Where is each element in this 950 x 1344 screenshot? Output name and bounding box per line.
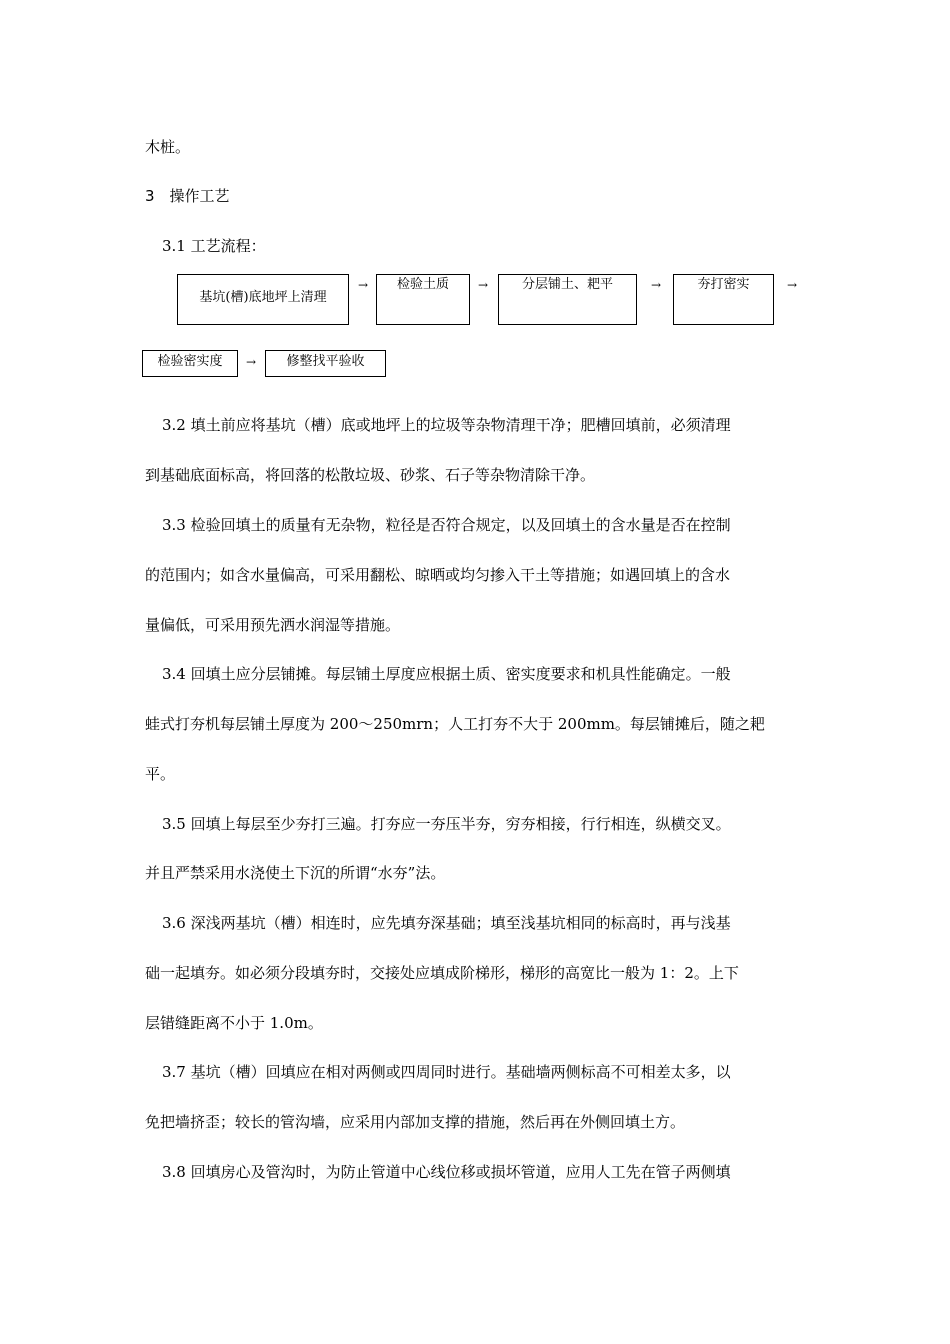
paragraph-3-5-line-2: 并且严禁采用水浇使土下沉的所谓“水夯”法。: [145, 864, 446, 882]
flow-step-layer: 分层铺土、耙平: [498, 274, 637, 325]
paragraph-3-7-line-1: 3.7 基坑（槽）回填应在相对两侧或四周同时进行。基础墙两侧标高不可相差太多，以: [162, 1063, 731, 1081]
paragraph-3-7-line-2: 免把墙挤歪；较长的管沟墙，应采用内部加支撑的措施，然后再在外侧回填土方。: [145, 1113, 686, 1131]
flow-step-density: 检验密实度: [142, 350, 238, 377]
flow-step-finish: 修整找平验收: [265, 350, 386, 377]
flow-step-soil-check: 检验土质: [376, 274, 470, 325]
paragraph-3-4-line-2: 蛙式打夯机每层铺土厚度为 200～250mrn；人工打夯不大于 200mm。每层铺摊后，随之耙: [145, 715, 765, 733]
paragraph-3-1: 3.1 工艺流程：: [162, 237, 266, 255]
paragraph-3-6-line-2: 础一起填夯。如必须分段填夯时，交接处应填成阶梯形，梯形的高宽比一般为 1：2。上下: [145, 964, 739, 982]
flow-arrow-4: →: [787, 278, 798, 292]
paragraph-3-4-line-3: 平。: [145, 765, 176, 783]
flow-arrow-3: →: [651, 278, 662, 292]
paragraph-3-6-line-1: 3.6 深浅两基坑（槽）相连时，应先填夯深基础；填至浅基坑相同的标高时，再与浅基: [162, 914, 731, 932]
section-heading: 3 操作工艺: [145, 187, 230, 205]
paragraph-3-6-line-3: 层错缝距离不小于 1.0m。: [145, 1014, 323, 1032]
flow-step-compact: 夯打密实: [673, 274, 774, 325]
flow-step-clean: 基坑(槽)底地坪上清理: [177, 274, 349, 325]
paragraph-3-5-line-1: 3.5 回填上每层至少夯打三遍。打夯应一夯压半夯，穷夯相接，行行相连，纵横交叉。: [162, 815, 731, 833]
flow-arrow-2: →: [478, 278, 489, 292]
text-line: 木桩。: [145, 138, 191, 156]
flow-arrow-5: →: [246, 355, 257, 369]
paragraph-3-3-line-1: 3.3 检验回填土的质量有无杂物，粒径是否符合规定，以及回填土的含水量是否在控制: [162, 516, 731, 534]
paragraph-3-3-line-3: 量偏低，可采用预先洒水润湿等措施。: [145, 616, 401, 634]
paragraph-3-2-line-1: 3.2 填土前应将基坑（槽）底或地坪上的垃圾等杂物清理干净；肥槽回填前，必须清理: [162, 416, 731, 434]
paragraph-3-3-line-2: 的范围内；如含水量偏高，可采用翻松、晾晒或均匀掺入干土等措施；如遇回填上的含水: [145, 566, 731, 584]
paragraph-3-2-line-2: 到基础底面标高，将回落的松散垃圾、砂浆、石子等杂物清除干净。: [145, 466, 596, 484]
flow-arrow-1: →: [358, 278, 369, 292]
paragraph-3-4-line-1: 3.4 回填土应分层铺摊。每层铺土厚度应根据土质、密实度要求和机具性能确定。一般: [162, 665, 731, 683]
paragraph-3-8-line-1: 3.8 回填房心及管沟时，为防止管道中心线位移或损坏管道，应用人工先在管子两侧填: [162, 1163, 731, 1181]
